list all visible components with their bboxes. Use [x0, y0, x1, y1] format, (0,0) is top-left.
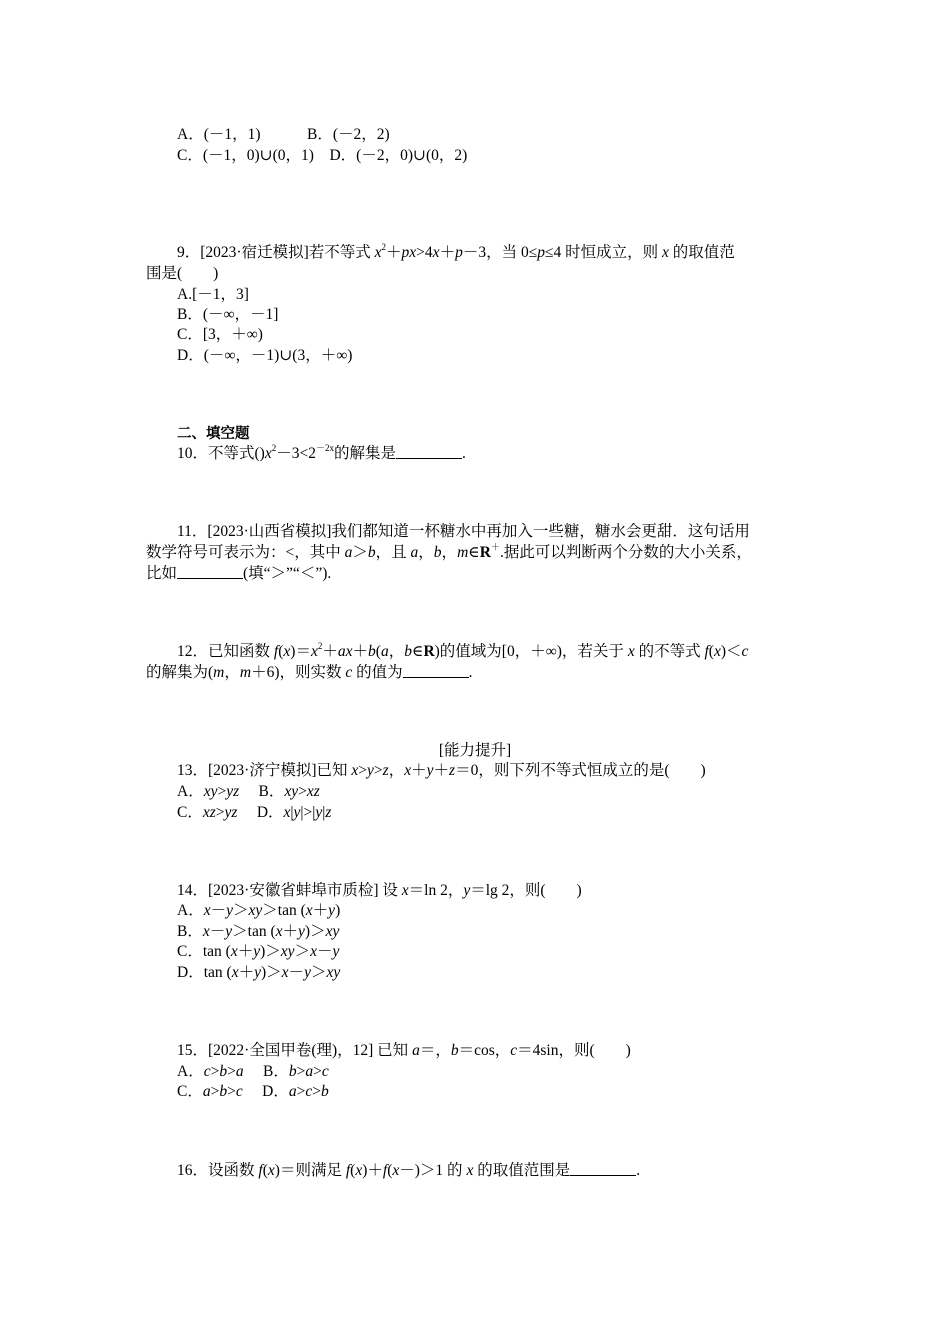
q9-stem-line1: 9．[2023·宿迁模拟]若不等式 $x^2+px>4x+p-3$，当 0≤p≤4 时恒成立，则 x 的取值范 — [177, 242, 735, 261]
q14-option-c: C．tan (x＋y)＞xy＞x－y — [177, 943, 340, 960]
q14-stem: 14．[2023·安徽省蚌埠市质检] 设 x＝ln 2，y＝lg 2，则( ) — [177, 882, 582, 899]
section-title-fill-in: 二、填空题 — [177, 426, 250, 442]
q11-answer-blank — [177, 564, 243, 579]
q10-stem: 10．不等式$()x^2-3<2^{-2x}$的解集是 . — [177, 443, 466, 462]
q8-options-line1: A．(－1，1) B．(－2，2) — [177, 126, 390, 143]
q15-stem: 15．[2022·全国甲卷(理)，12] 已知 a＝，b＝cos，c＝4sin，则( ) — [177, 1042, 631, 1059]
q9-option-b: B．(－∞，－1] — [177, 306, 279, 323]
q8-options-line2: C．(－1，0)∪(0，1) D．(－2，0)∪(0，2) — [177, 147, 468, 164]
q9-option-a: A.[－1，3] — [177, 286, 249, 303]
q10-answer-blank — [396, 444, 462, 459]
q9-option-d: D．(－∞，－1)∪(3，＋∞) — [177, 347, 353, 364]
q11-stem-line2: 数学符号可表示为：<，其中 a＞b，且 a，b，m∈R＋.据此可以判断两个分数的大小关系， — [146, 542, 752, 561]
q13-options-line2: C．xz>yz D．x|y|>|y|z — [177, 804, 332, 821]
q13-stem: 13．[2023·济宁模拟]已知 x>y>z，x＋y＋z＝0，则下列不等式恒成立的是( ) — [177, 762, 706, 779]
q16-stem: 16．设函数 f(x)＝则满足 f(x)＋f(x－)＞1 的 x 的取值范围是 . — [177, 1162, 641, 1179]
q16-answer-blank — [570, 1161, 636, 1176]
q11-stem-line3: 比如 (填“＞”“＜”). — [146, 565, 332, 582]
q9-stem-line2: 围是( ) — [146, 265, 219, 282]
q12-stem-line1: 12．已知函数 $f(x)=x^2+ax+b(a$，b∈R)的值域为[0，＋∞)，若关于 x 的不等式 f(x)＜c — [177, 641, 749, 660]
q15-options-line2: C．a>b>c D．a>c>b — [177, 1083, 329, 1100]
q12-answer-blank — [403, 663, 469, 678]
q12-stem-line2: 的解集为(m，m＋6)，则实数 c 的值为 . — [146, 664, 473, 681]
q13-options-line1: A．xy>yz B．xy>xz — [177, 783, 320, 800]
q14-option-b: B．x－y＞tan (x＋y)＞xy — [177, 923, 340, 940]
q15-options-line1: A．c>b>a B．b>a>c — [177, 1063, 329, 1080]
q9-option-c: C．[3，＋∞) — [177, 326, 263, 343]
section-title-advanced: [能力提升] — [438, 742, 512, 759]
q14-option-d: D．tan (x＋y)＞x－y＞xy — [177, 964, 341, 981]
q14-option-a: A．x－y＞xy＞tan (x＋y) — [177, 902, 341, 919]
q11-stem-line1: 11．[2023·山西省模拟]我们都知道一杯糖水中再加入一些糖，糖水会更甜．这句话用 — [177, 523, 750, 540]
